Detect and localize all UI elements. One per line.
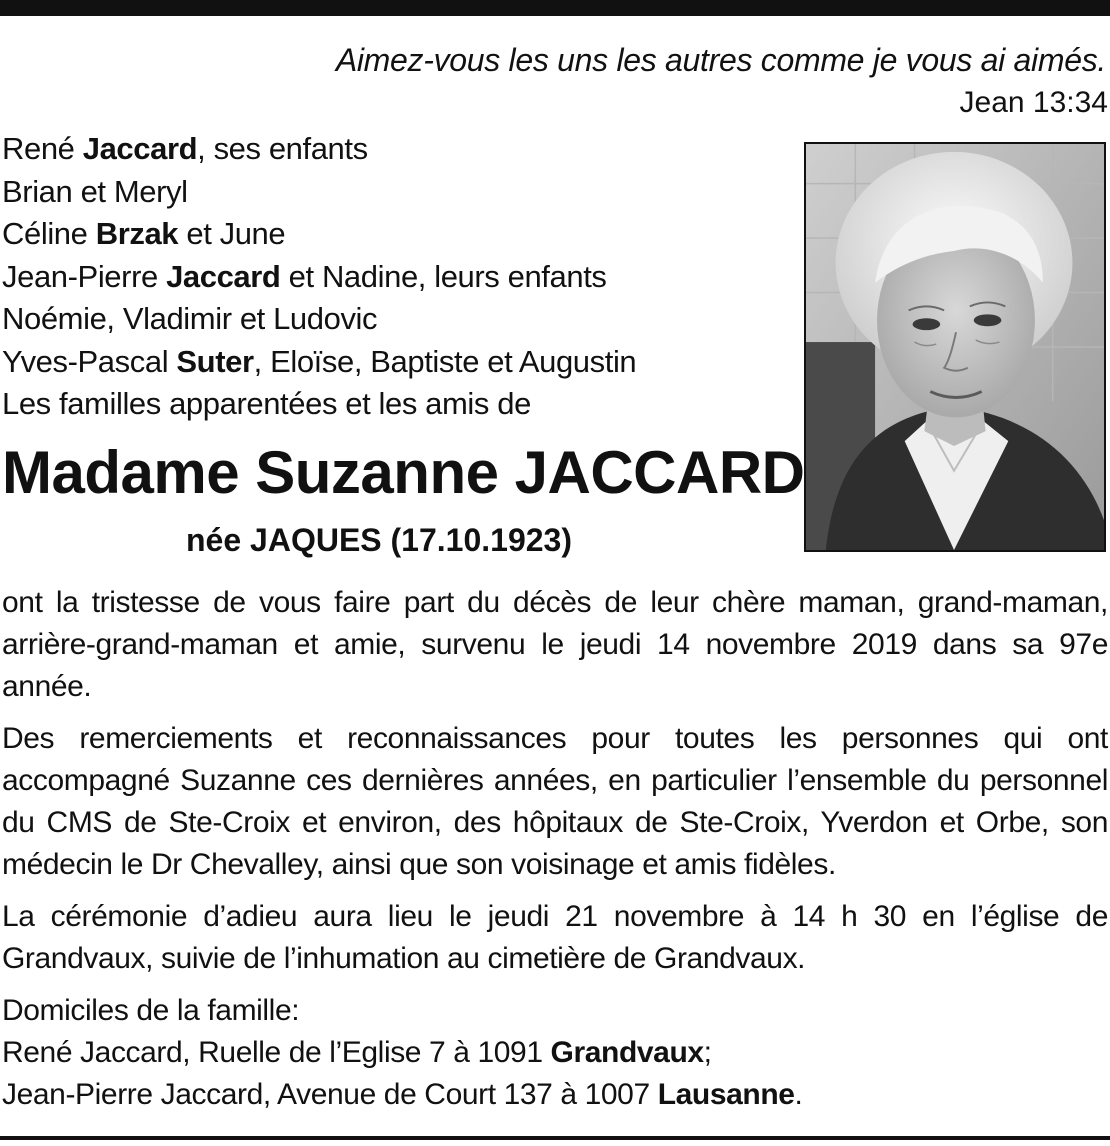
maiden-name-birthdate: née JAQUES (17.10.1923) [186, 522, 572, 558]
family-list [2, 128, 782, 426]
bottom-rule [0, 1136, 1110, 1140]
family-line: Les familles apparentées et les amis de [2, 386, 531, 421]
paragraph-ceremony: La cérémonie d’adieu aura lieu le jeudi 21 novembre à 14 h 30 en l’église de Grandvaux, suivie de l’inhumation au cimetière de Grandvaux. [2, 900, 1108, 975]
domicile-line: Jean-Pierre Jaccard, Avenue de Court 137 à 1007 Lausanne. [2, 1078, 803, 1111]
paragraph-announcement: ont la tristesse de vous faire part du décès de leur chère maman, grand-maman, arrière-grand-maman et amie, survenu le jeudi 14 novembre 2019 dans sa 97e année. [2, 586, 1108, 703]
bible-quote: Aimez-vous les uns les autres comme je vous ai aimés. [335, 42, 1106, 78]
deceased-name: Madame Suzanne JACCARD [2, 439, 805, 506]
family-line: Yves-Pascal Suter, Eloïse, Baptiste et Augustin [2, 343, 637, 379]
portrait-photo [804, 142, 1106, 552]
portrait-illustration [806, 144, 1104, 550]
family-line: Noémie, Vladimir et Ludovic [2, 301, 378, 336]
family-line: Brian et Meryl [2, 173, 188, 209]
domiciles-heading: Domiciles de la famille: [2, 994, 300, 1027]
family-line: Jean-Pierre Jaccard et Nadine, leurs enfants [2, 258, 607, 294]
family-line: Céline Brzak et June [2, 216, 286, 251]
domicile-line: René Jaccard, Ruelle de l’Eglise 7 à 1091 Grandvaux; [2, 1036, 712, 1069]
family-line: René Jaccard, ses enfants [2, 131, 368, 166]
announcement-body [2, 582, 1108, 1116]
top-rule [0, 0, 1110, 16]
bible-quote-reference: Jean 13:34 [959, 86, 1108, 119]
paragraph-thanks: Des remerciements et reconnaissances pour toutes les personnes qui ont accompagné Suzanne ces dernières années, en particulier l’ensemble du personnel du CMS de Ste-Croix et environ, des hôpitaux de Ste-Croix, Yverdon et Orbe, son médecin le Dr Chevalley, ainsi que son voisinage et amis fidèles. [2, 722, 1108, 881]
